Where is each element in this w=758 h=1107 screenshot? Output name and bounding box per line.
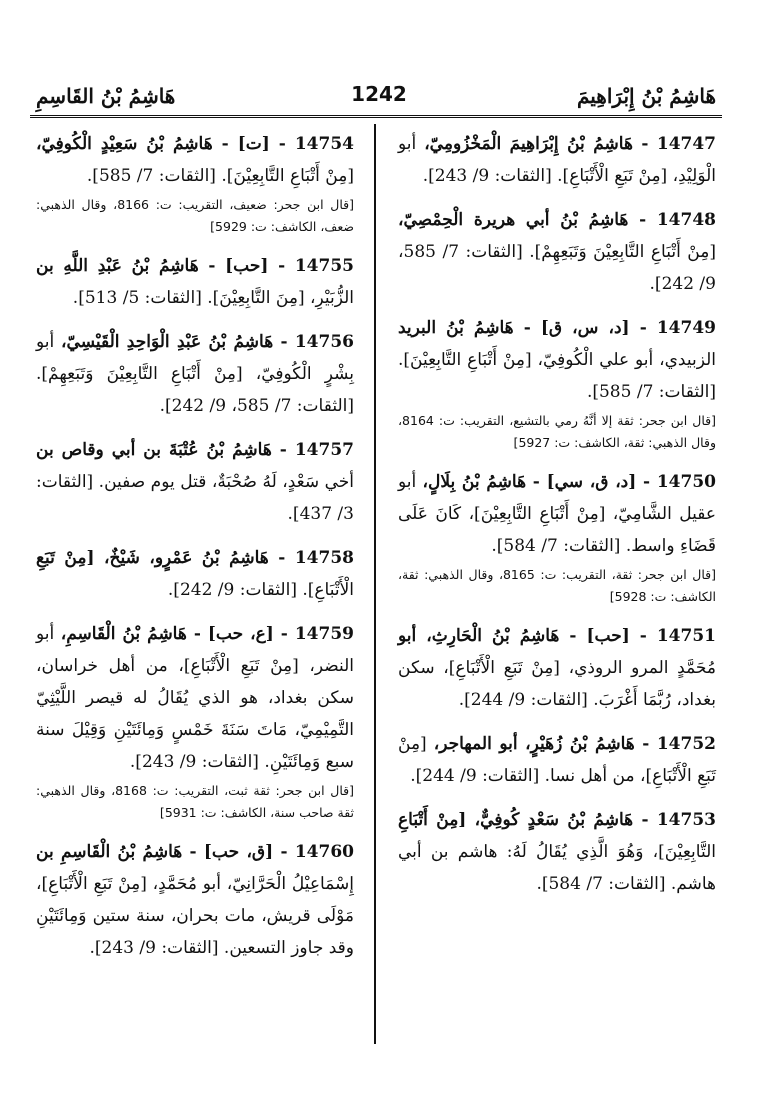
entry-14753: [398, 804, 716, 900]
entry-head: 14757 - هَاشِمُ بْنُ عُتْبَةَ بن أبي وقاص بن: [36, 440, 354, 460]
entry-head: 14749 - [د، س، ق] - هَاشِمُ بْنُ البريد: [398, 318, 716, 338]
entry-text: الْأَتْبَاعِ]. [الثقات: 9/ 242].: [167, 580, 354, 600]
entry-text: التَّابِعِيْنَ]، وَهُوَ الَّذِي يُقَالُ لَهُ: هاشم بن أبي هاشم. [الثقات: 7/ 584].: [398, 842, 716, 894]
entry-text: الزُّبَيْرِ، [مِنَ التَّابِعِيْنَ]. [الثقات: 5/ 513].: [72, 288, 354, 308]
entry-14754: [36, 128, 354, 238]
entry-footnote: [قال ابن جحر: ثقة ثبت، التقريب: ت: 8168، وقال الذهبي: ثقة صاحب سنة، الكاشف: ت: 5931]: [36, 783, 354, 820]
entry-14748: [398, 204, 716, 300]
entry-text: الزبيدي، أبو علي الْكُوفِيّ، [مِنْ أَتْبَاعِ التَّابِعِيْنَ]. [الثقات: 7/ 585].: [398, 350, 716, 402]
entry-14759: [36, 618, 354, 824]
entry-footnote: [قال ابن جحر: ضعيف، التقريب: ت: 8166، وقال الذهبي: ضعف، الكاشف: ت: 5929]: [36, 197, 354, 234]
entry-14750: [398, 466, 716, 608]
entry-14758: [36, 542, 354, 606]
page-header: [0, 0, 758, 118]
entry-head: 14753 - هَاشِمُ بْنُ سَعْدٍ كُوفِيٌّ، [مِنْ أَتْبَاعِ: [398, 810, 716, 830]
entry-head: 14751 - [حب] - هَاشِمُ بْنُ الْحَارِثِ، أبو: [398, 626, 716, 646]
entry-text: أخي سَعْدٍ، لَهُ صُحْبَةٌ، قتل يوم صفين. [الثقات: 3/ 437].: [36, 472, 354, 524]
entry-head: 14758 - هَاشِمُ بْنُ عَمْرٍو، شَيْخٌ، [مِنْ تَبَعِ: [36, 548, 354, 568]
entry-footnote: [قال ابن جحر: ثقة، التقريب: ت: 8165، وقال الذهبي: ثقة، الكاشف: ت: 5928]: [398, 567, 716, 604]
entry-head: 14759 - [ع، حب] - هَاشِمُ بْنُ الْقَاسِمِ،: [60, 624, 354, 644]
entry-14749: [398, 312, 716, 454]
entry-text: مُحَمَّدٍ المرو الروذي، [مِنْ تَبَعِ الْأَتْبَاعِ]، سكن بغداد، رُبَّمَا أَغْرَبَ. [الثقات: 9/ 244].: [398, 658, 716, 710]
entry-text: أبو النضر، [مِنْ تَبَعِ الْأَتْبَاعِ]، من أهل خراسان، سكن بغداد، هو الذي يُقَالُ له قيصر اللَّيْثِيّ التَّمِيْمِيّ، مَاتَ سَنَةَ خَمْسٍ وَمِائَتَيْنِ وَقِيْلَ سنة سبع وَمِائَتَيْنِ. [الثقات: 9/ 243].: [36, 624, 354, 772]
entry-head: 14754 - [ت] - هَاشِمُ بْنُ سَعِيْدٍ الْكُوفِيّ،: [36, 134, 354, 154]
entry-14760: [36, 836, 354, 964]
entry-text: أبو بِشْرٍ الْكُوفِيّ، [مِنْ أَتْبَاعِ التَّابِعِيْنَ وَتَبَعِهِمْ]. [الثقات: 7/ 585، 9/ 242].: [36, 332, 354, 416]
entry-text: أبو عقيل الشَّامِيّ، [مِنْ أَتْبَاعِ التَّابِعِيْنَ]، كَانَ عَلَى قَضَاءِ واسط. [الثقات: 7/ 584].: [398, 472, 716, 556]
entry-text: [مِنْ أَتْبَاعِ التَّابِعِيْنَ وَتَبَعِهِمْ]. [الثقات: 7/ 585، 9/ 242].: [398, 242, 716, 294]
entry-head: 14747 - هَاشِمُ بْنُ إِبْرَاهِيمَ الْمَخْزُومِيّ،: [424, 134, 717, 154]
page-number: 1242: [351, 82, 407, 106]
running-head-left: هَاشِمُ بْنُ القَاسِمِ: [36, 84, 176, 108]
header-rule: [30, 115, 722, 118]
entry-14757: [36, 434, 354, 530]
entry-14755: [36, 250, 354, 314]
entry-14747: [398, 128, 716, 192]
right-column: [398, 128, 716, 912]
entry-text: أبو الْوَلِيْدِ، [مِنْ تَبَعِ الْأَتْبَاعِ]. [الثقات: 9/ 243].: [398, 134, 716, 186]
entry-14756: [36, 326, 354, 422]
entry-head: 14750 - [د، ق، سي] - هَاشِمُ بْنُ بِلَالٍ،: [422, 472, 716, 492]
entry-footnote: [قال ابن جحر: ثقة إلا أنَّهُ رمي بالتشيع، التقريب: ت: 8164، وقال الذهبي: ثقة، الكاشف: ت: 5927]: [398, 413, 716, 450]
left-column: [36, 128, 354, 976]
entry-text: [مِنْ أَتْبَاعِ التَّابِعِيْنَ]. [الثقات: 7/ 585].: [86, 166, 354, 186]
entry-14752: [398, 728, 716, 792]
entry-head: 14756 - هَاشِمُ بْنُ عَبْدِ الْوَاحِدِ الْقَيْسِيّ،: [61, 332, 354, 352]
running-head-right: هَاشِمُ بْنُ إِبْرَاهِيمَ: [576, 84, 716, 108]
entry-text: إِسْمَاعِيْلُ الْحَرَّانِيّ، أبو مُحَمَّدٍ، [مِنْ تَبَعِ الْأَتْبَاعِ]، مَوْلَى قريش، مات بحران، سنة ستين وَمِائَتَيْنِ وقد جاوز التسعين. [الثقات: 9/ 243].: [36, 874, 354, 958]
entry-head: 14760 - [ق، حب] - هَاشِمُ بْنُ الْقَاسِمِ بن: [36, 842, 354, 862]
entry-head: 14748 - هَاشِمُ بْنُ أبي هريرة الْحِمْصِيّ،: [398, 210, 716, 230]
column-divider: [374, 124, 376, 1044]
entry-14751: [398, 620, 716, 716]
entry-text: [مِنْ تَبَعِ الْأَتْبَاعِ]، من أهل نسا. [الثقات: 9/ 244].: [398, 734, 716, 786]
entry-head: 14755 - [حب] - هَاشِمُ بْنُ عَبْدِ اللَّهِ بن: [36, 256, 354, 276]
entry-head: 14752 - هَاشِمُ بْنُ زُهَيْرٍ، أبو المهاجر،: [433, 734, 716, 754]
